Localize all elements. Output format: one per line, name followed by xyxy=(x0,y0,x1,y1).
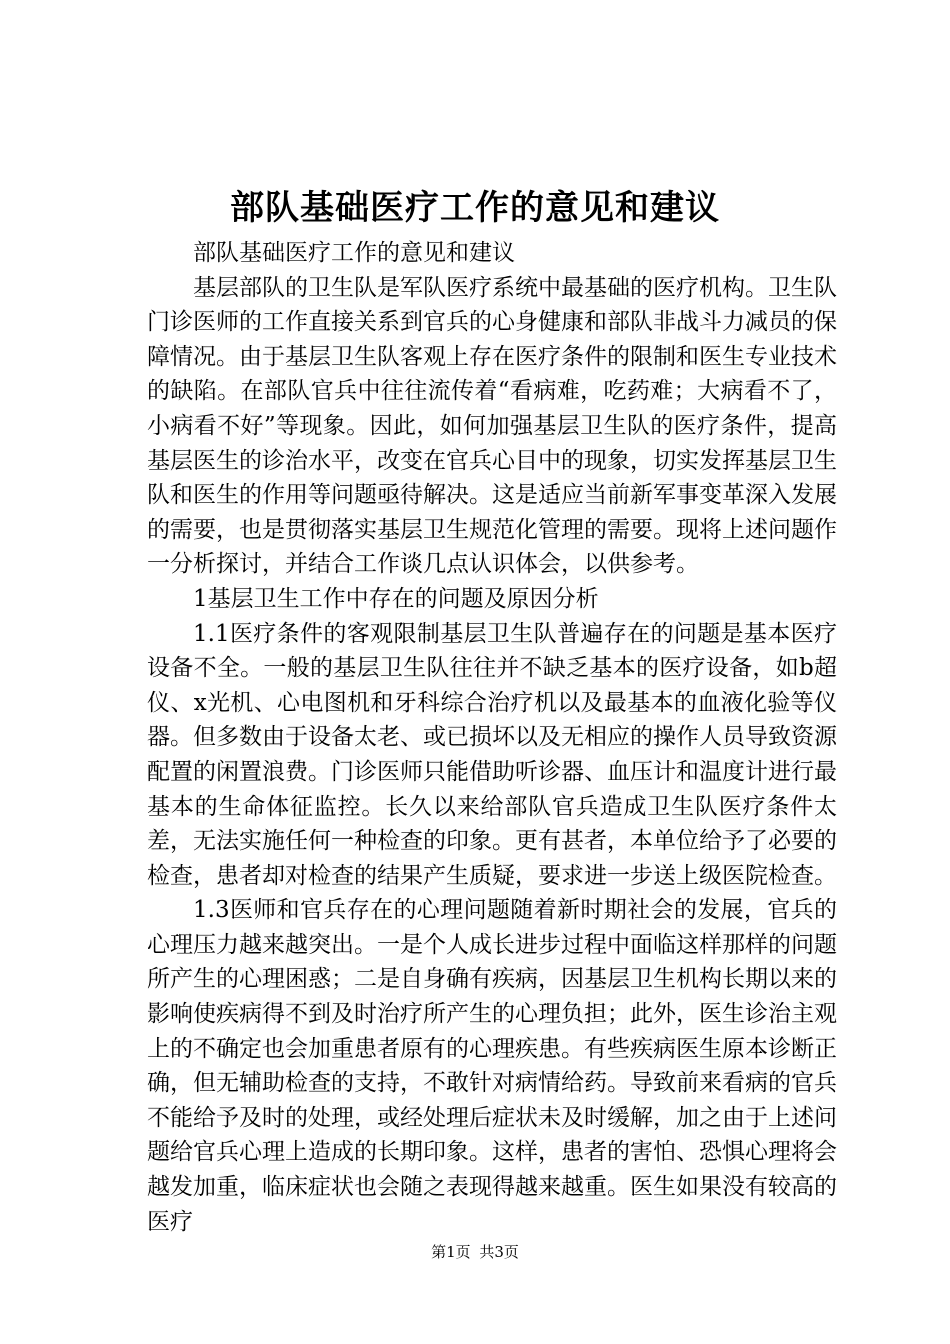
paragraph-1-3: 1.3医师和官兵存在的心理问题随着新时期社会的发展，官兵的心理压力越来越突出。一是个人成长进步过程中面临这样那样的问题所产生的心理困惑；二是自身确有疾病，因基层卫生机构长期以来的影响使疾病得不到及时治疗所产生的心理负担；此外，医生诊治主观上的不确定也会加重患者原有的心理疾患。有些疾病医生原本诊断正确，但无辅助检查的支持，不敢针对病情给药。导致前来看病的官兵不能给予及时的处理，或经处理后症状未及时缓解，加之由于上述问题给官兵心理上造成的长期印象。这样，患者的害怕、恐惧心理将会越发加重，临床症状也会随之表现得越来越重。医生如果没有较高的医疗 xyxy=(147,897,837,1235)
document-body xyxy=(147,236,837,1239)
page-number-total: 共3页 xyxy=(479,1243,519,1261)
page-number-current: 第1页 xyxy=(431,1243,471,1261)
document-title: 部队基础医疗工作的意见和建议 xyxy=(230,188,720,228)
paragraph-1-1: 1.1医疗条件的客观限制基层卫生队普遍存在的问题是基本医疗设备不全。一般的基层卫生队往往并不缺乏基本的医疗设备，如b超仪、x光机、心电图机和牙科综合治疗机以及最基本的血液化验等仪器。但多数由于设备太老、或已损坏以及无相应的操作人员导致资源配置的闲置浪费。门诊医师只能借助听诊器、血压计和温度计进行最基本的生命体征监控。长久以来给部队官兵造成卫生队医疗条件太差，无法实施任何一种检查的印象。更有甚者，本单位给予了必要的检查，患者却对检查的结果产生质疑，要求进一步送上级医院检查。 xyxy=(147,620,837,889)
paragraph-intro: 基层部队的卫生队是军队医疗系统中最基础的医疗机构。卫生队门诊医师的工作直接关系到官兵的心身健康和部队非战斗力减员的保障情况。由于基层卫生队客观上存在医疗条件的限制和医生专业技术的缺陷。在部队官兵中往往流传着“看病难，吃药难；大病看不了，小病看不好”等现象。因此，如何加强基层卫生队的医疗条件，提高基层医生的诊治水平，改变在官兵心目中的现象，切实发挥基层卫生队和医生的作用等问题亟待解决。这是适应当前新军事变革深入发展的需要，也是贯彻落实基层卫生规范化管理的需要。现将上述问题作一分析探讨，并结合工作谈几点认识体会，以供参考。 xyxy=(147,274,837,578)
page-footer xyxy=(0,1242,950,1262)
section-heading-1: 1基层卫生工作中存在的问题及原因分析 xyxy=(193,585,599,612)
paragraph-subtitle: 部队基础医疗工作的意见和建议 xyxy=(193,240,515,266)
